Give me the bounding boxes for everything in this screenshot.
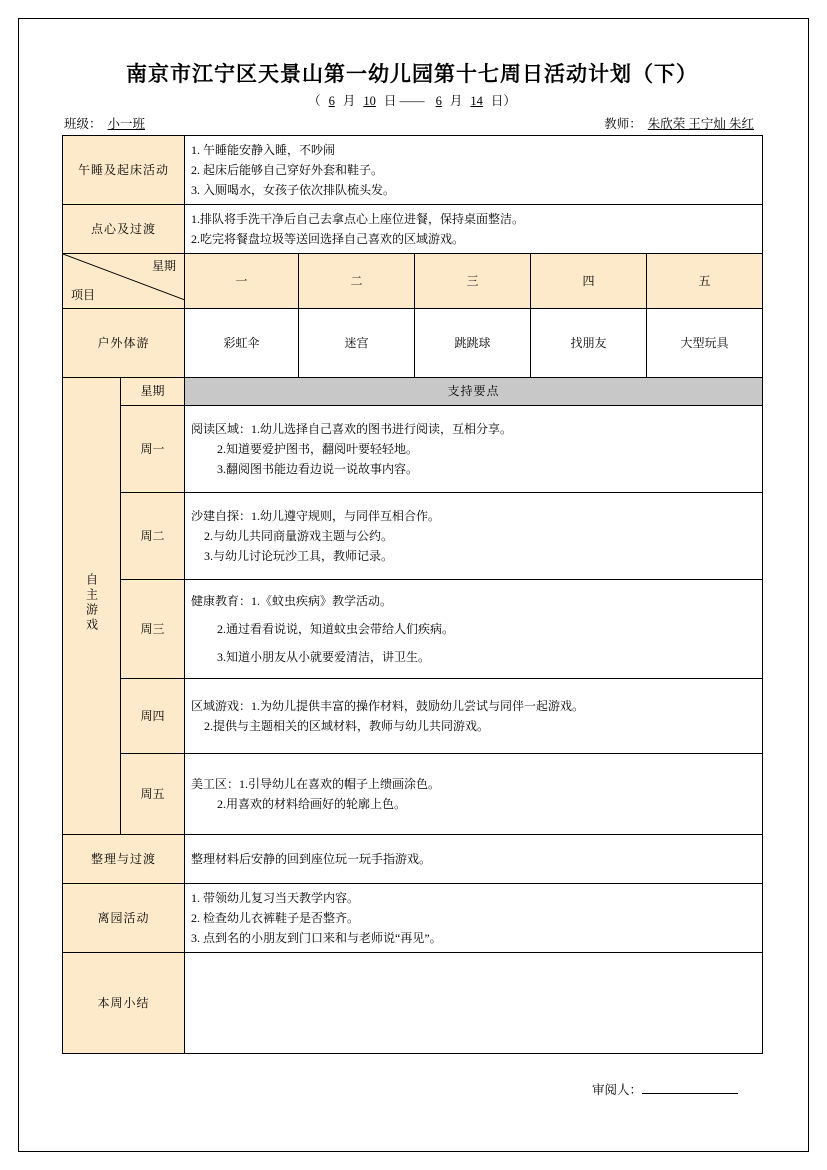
leaving-label: 离园活动 [63, 884, 185, 953]
class-label: 班级： [64, 117, 102, 131]
date-month-char-1: 月 [342, 94, 356, 108]
weekday-cell-5: 五 [647, 254, 763, 309]
project-weekday-header [63, 254, 185, 309]
nap-line-2: 2. 起床后能够自己穿好外套和鞋子。 [191, 163, 384, 177]
freeplay-5-line-2: 2.用喜欢的材料给画好的轮廓上色。 [217, 797, 407, 811]
freeplay-3-line-1: 健康教育：1.《蚊虫疾病》教学活动。 [191, 594, 393, 608]
date-day-1: 10 [363, 94, 376, 108]
nap-line-1: 1. 午睡能安静入睡，不吵闹 [191, 143, 336, 157]
plan-table [62, 135, 763, 1054]
leaving-line-2: 2. 检查幼儿衣裤鞋子是否整齐。 [191, 911, 360, 925]
freeplay-4-line-1: 区域游戏：1.为幼儿提供丰富的操作材料，鼓励幼儿尝试与同伴一起游戏。 [191, 699, 585, 713]
weekday-cell-4: 四 [531, 254, 647, 309]
freeplay-2-line-2: 2.与幼儿共同商量游戏主题与公约。 [204, 529, 394, 543]
date-month-1: 6 [328, 94, 335, 108]
snack-line-2: 2.吃完将餐盘垃圾等送回选择自己喜欢的区域游戏。 [191, 232, 465, 246]
snack-content [185, 205, 763, 254]
outdoor-value-3: 跳跳球 [415, 309, 531, 378]
freeplay-day-1: 周一 [121, 406, 185, 493]
freeplay-1-line-2: 2.知道要爱护图书，翻阅叶要轻轻地。 [217, 442, 419, 456]
freeplay-1-line-3: 3.翻阅图书能边看边说一说故事内容。 [217, 462, 419, 476]
date-month-char-2: 月 [449, 94, 463, 108]
teacher-field [604, 114, 760, 132]
leaving-line-1: 1. 带领幼儿复习当天教学内容。 [191, 891, 360, 905]
freeplay-2-line-3: 3.与幼儿讨论玩沙工具，教师记录。 [204, 549, 394, 563]
freeplay-content-1 [185, 406, 763, 493]
freeplay-4-line-2: 2.提供与主题相关的区域材料，教师与幼儿共同游戏。 [204, 719, 490, 733]
table-row-leaving [63, 884, 763, 953]
table-row-tidy [63, 835, 763, 884]
date-month-2: 6 [435, 94, 442, 108]
outdoor-value-4: 找朋友 [531, 309, 647, 378]
nap-label: 午睡及起床活动 [63, 136, 185, 205]
outdoor-value-5: 大型玩具 [647, 309, 763, 378]
freeplay-label-text: 自主游戏 [84, 573, 99, 633]
table-row-freeplay-thu [63, 679, 763, 754]
table-row-snack [63, 205, 763, 254]
tidy-line-1: 整理材料后安静的回到座位玩一玩手指游戏。 [191, 852, 432, 866]
date-open-paren: （ [308, 94, 321, 108]
date-day-2: 14 [470, 94, 483, 108]
reviewer-blank[interactable] [642, 1093, 738, 1094]
meta-row [62, 114, 762, 132]
table-row-weekday-header [63, 254, 763, 309]
summary-label: 本周小结 [63, 953, 185, 1054]
document-body [62, 60, 762, 1098]
freeplay-label [63, 378, 121, 835]
weekday-cell-1: 一 [185, 254, 299, 309]
table-row-freeplay-fri [63, 754, 763, 835]
freeplay-1-line-1: 阅读区域：1.幼儿选择自己喜欢的图书进行阅读，互相分享。 [191, 422, 513, 436]
summary-content[interactable] [185, 953, 763, 1054]
weekday-header-label: 星期 [152, 259, 177, 273]
tidy-content [185, 835, 763, 884]
reviewer-label: 审阅人： [591, 1083, 642, 1097]
teacher-label: 教师： [604, 117, 642, 131]
freeplay-day-2: 周二 [121, 493, 185, 580]
tidy-label: 整理与过渡 [63, 835, 185, 884]
date-range-line [62, 92, 762, 110]
date-dash: —— [399, 94, 425, 108]
class-value: 小一班 [107, 117, 146, 131]
project-header-label: 项目 [71, 288, 96, 302]
table-row-nap [63, 136, 763, 205]
leaving-line-3: 3. 点到名的小朋友到门口来和与老师说“再见”。 [191, 931, 442, 945]
freeplay-week-col-header: 星期 [121, 378, 185, 406]
teacher-value: 朱欣荣 王宁灿 朱红 [647, 117, 754, 131]
freeplay-content-5 [185, 754, 763, 835]
freeplay-content-3 [185, 580, 763, 679]
nap-line-3: 3. 入厕喝水，女孩子依次排队梳头发。 [191, 183, 396, 197]
freeplay-5-line-1: 美工区：1.引导幼儿在喜欢的帽子上缋画涂色。 [191, 777, 441, 791]
outdoor-label: 户外体游 [63, 309, 185, 378]
class-field [64, 114, 151, 132]
outdoor-value-1: 彩虹伞 [185, 309, 299, 378]
table-row-summary [63, 953, 763, 1054]
page-title: 南京市江宁区天景山第一幼儿园第十七周日活动计划（下） [126, 62, 698, 86]
outdoor-value-2: 迷宫 [299, 309, 415, 378]
nap-content [185, 136, 763, 205]
date-close: 日） [490, 94, 516, 108]
freeplay-day-4: 周四 [121, 679, 185, 754]
table-row-freeplay-header [63, 378, 763, 406]
reviewer-field [62, 1080, 762, 1098]
leaving-content [185, 884, 763, 953]
freeplay-support-col-header: 支持要点 [185, 378, 763, 406]
freeplay-day-3: 周三 [121, 580, 185, 679]
table-row-freeplay-tue [63, 493, 763, 580]
freeplay-3-line-3: 3.知道小朋友从小就要爱清洁，讲卫生。 [217, 650, 431, 664]
freeplay-content-4 [185, 679, 763, 754]
weekday-cell-2: 二 [299, 254, 415, 309]
snack-label: 点心及过渡 [63, 205, 185, 254]
weekday-cell-3: 三 [415, 254, 531, 309]
snack-line-1: 1.排队将手洗干净后自己去拿点心上座位进餐，保持桌面整洁。 [191, 212, 525, 226]
freeplay-2-line-1: 沙建自探：1.幼儿遵守规则，与同伴互相合作。 [191, 509, 441, 523]
table-row-freeplay-mon [63, 406, 763, 493]
freeplay-day-5: 周五 [121, 754, 185, 835]
table-row-outdoor [63, 309, 763, 378]
date-day-char-1: 日 [383, 94, 397, 108]
freeplay-content-2 [185, 493, 763, 580]
freeplay-3-line-2: 2.通过看看说说，知道蚊虫会带给人们疾病。 [217, 622, 455, 636]
table-row-freeplay-wed [63, 580, 763, 679]
